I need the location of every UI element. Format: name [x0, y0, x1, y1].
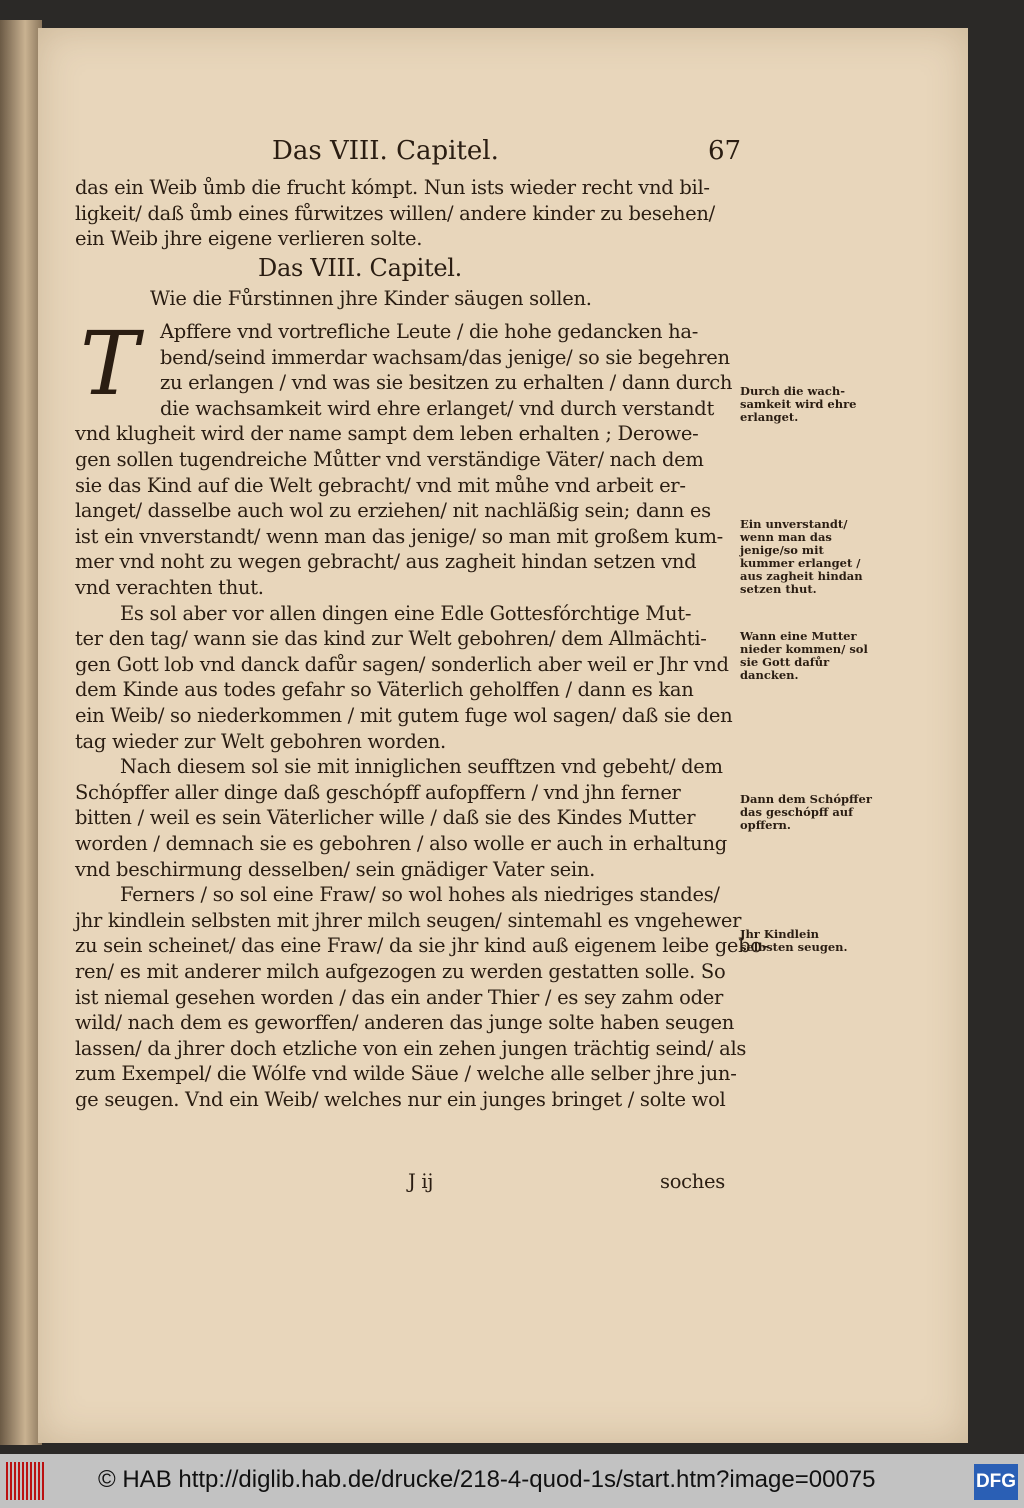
running-head: Das VIII. Capitel. [272, 136, 499, 166]
margin-note: Dann dem Schópffer das geschópff auf opffern. [740, 792, 872, 832]
margin-note: Ein unverstandt/ wenn man das jenige/so mit kummer erlanget / aus zagheit hindan setzen thut. [740, 517, 863, 596]
text-line: zu sein scheinet/ das eine Fraw/ da sie jhr kind auß eigenem leibe gebo- [75, 934, 769, 958]
text-line: ren/ es mit anderer milch aufgezogen zu werden gestatten solle. So [75, 960, 726, 983]
text-line: worden / demnach sie es gebohren / also wolle er auch in erhaltung [75, 832, 727, 855]
text-line: dem Kinde aus todes gefahr so Väterlich geholffen / dann es kan [75, 678, 694, 702]
footer-bar [0, 1454, 1024, 1508]
text-line: Schópffer aller dinge daß geschópff aufopffern / vnd jhn ferner [75, 780, 681, 804]
text-line: Es sol aber vor allen dingen eine Edle Gottesfórchtige Mut- [120, 601, 692, 625]
text-line: das ein Weib ůmb die frucht kómpt. Nun ists wieder recht vnd bil- [75, 176, 710, 199]
text-line: ter den tag/ wann sie das kind zur Welt gebohren/ dem Allmächti- [75, 627, 707, 651]
text-line: vnd beschirmung desselben/ sein gnädiger Vater sein. [75, 857, 596, 881]
text-line: ein Weib/ so niederkommen / mit gutem fuge wol sagen/ daß sie den [75, 704, 733, 727]
text-line: lassen/ da jhrer doch etzliche von ein zehen jungen trächtig seind/ als [75, 1036, 747, 1060]
text-line: ligkeit/ daß ůmb eines fůrwitzes willen/ andere kinder zu besehen/ [75, 201, 715, 225]
text-line: vnd verachten thut. [75, 576, 264, 599]
signature-mark: J ij [408, 1170, 434, 1193]
adjacent-page-edge [0, 20, 42, 1445]
text-line: vnd klugheit wird der name sampt dem leben erhalten ; Derowe- [75, 422, 699, 446]
text-line: langet/ dasselbe auch wol zu erziehen/ nit nachläßig sein; dann es [75, 499, 711, 523]
text-line: bitten / weil es sein Väterlicher wille / daß sie des Kindes Mutter [75, 806, 696, 830]
text-line: bend/seind immerdar wachsam/das jenige/ so sie begehren [160, 345, 730, 369]
text-line: ein Weib jhre eigene verlieren solte. [75, 227, 423, 250]
text-line: gen Gott lob vnd danck dafůr sagen/ sonderlich aber weil er Jhr vnd [75, 652, 729, 676]
text-line: ist niemal gesehen worden / das ein ander Thier / es sey zahm oder [75, 985, 724, 1009]
text-line: sie das Kind auf die Welt gebracht/ vnd mit můhe vnd arbeit er- [75, 473, 686, 497]
text-line: zum Exempel/ die Wólfe vnd wilde Säue / welche alle selber jhre jun- [75, 1062, 737, 1086]
chapter-title: Das VIII. Capitel. [258, 254, 462, 282]
dfg-logo-icon: DFG [974, 1464, 1018, 1500]
page-number: 67 [708, 136, 742, 166]
margin-note: Wann eine Mutter nieder kommen/ sol sie Gott dafůr dancken. [740, 629, 868, 682]
text-line: die wachsamkeit wird ehre erlanget/ vnd durch verstandt [160, 396, 715, 420]
text-line: jhr kindlein selbsten mit jhrer milch seugen/ sintemahl es vngehewer [75, 908, 742, 932]
text-line: Nach diesem sol sie mit inniglichen seufftzen vnd gebeht/ dem [120, 755, 723, 779]
text-line: tag wieder zur Welt gebohren worden. [75, 729, 446, 753]
text-line: ist ein vnverstandt/ wenn man das jenige/ so man mit großem kum- [75, 524, 723, 548]
margin-note: Durch die wach-samkeit wird ehre erlanget. [740, 384, 857, 424]
text-line: mer vnd noht zu wegen gebracht/ aus zagheit hindan setzen vnd [75, 550, 697, 574]
chapter-subtitle: Wie die Fůrstinnen jhre Kinder säugen sollen. [150, 287, 592, 310]
text-line: ge seugen. Vnd ein Weib/ welches nur ein junges bringet / solte wol [75, 1088, 726, 1111]
text-line: zu erlangen / vnd was sie besitzen zu erhalten / dann durch [160, 371, 733, 395]
text-line: Ferners / so sol eine Fraw/ so wol hohes als niedriges standes/ [120, 883, 720, 907]
text-line: gen sollen tugendreiche Můtter vnd verständige Väter/ nach dem [75, 448, 704, 471]
text-line: Apffere vnd vortrefliche Leute / die hohe gedancken ha- [160, 320, 698, 343]
margin-note: Jhr Kindlein selbsten seugen. [740, 927, 848, 954]
decorated-initial: T [80, 312, 139, 415]
catchword: soches [660, 1170, 725, 1193]
footer-copyright-link[interactable]: © HAB http://diglib.hab.de/drucke/218-4-quod-1s/start.htm?image=00075 [98, 1466, 876, 1493]
text-line: wild/ nach dem es geworffen/ anderen das junge solte haben seugen [75, 1011, 735, 1035]
hab-logo-icon [6, 1462, 44, 1500]
